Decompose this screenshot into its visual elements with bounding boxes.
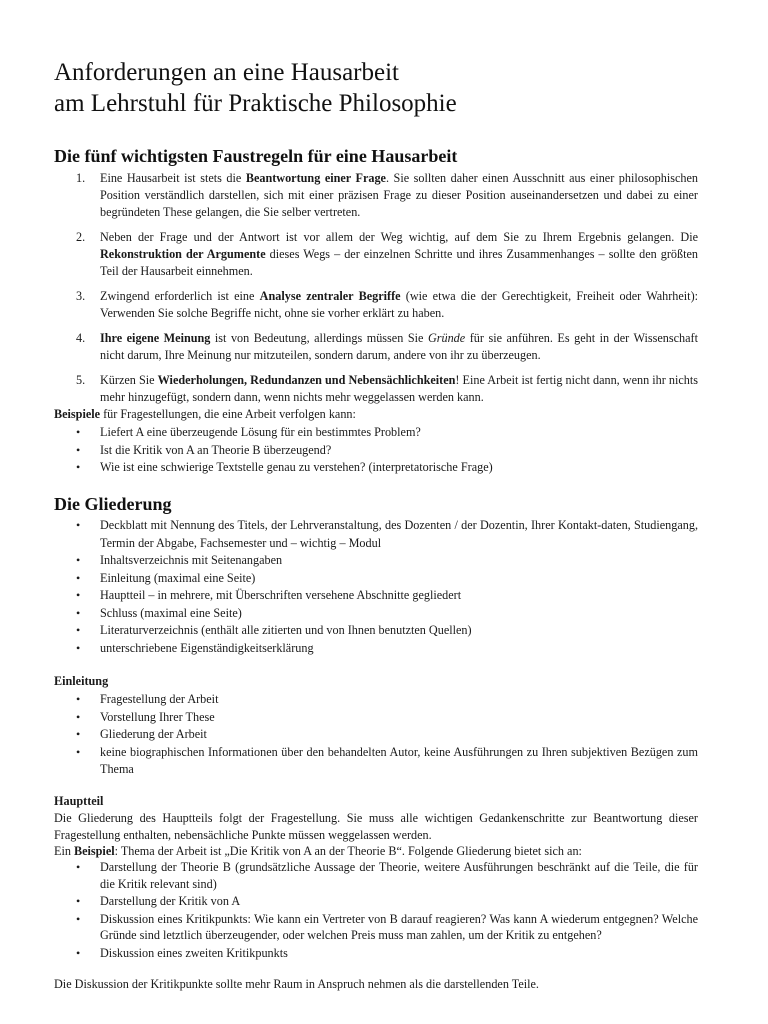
main-part-list [54, 859, 698, 961]
title-line-2: am Lehrstuhl für Praktische Philosophie [54, 90, 457, 117]
bullet-icon: • [76, 553, 81, 567]
bullet-icon: • [76, 709, 81, 724]
introduction-list [54, 691, 698, 779]
bullet-icon: • [76, 860, 81, 874]
rule-item: 3. Zwingend erforderlich ist eine Analyse zentraler Begriffe (wie etwa die der Gerechtigkeit, Freiheit oder Wahrheit): Verwenden Sie solche Begriffe nicht, ohne sie vorher erklärt zu haben. [76, 289, 699, 320]
rule-item: 5. Kürzen Sie Wiederholungen, Redundanzen und Nebensächlichkeiten! Eine Arbeit ist fertig nicht dann, wenn ihr nichts mehr hinzugefügt, sondern dann, wenn nichts mehr weggelassen werden kann. [76, 373, 698, 404]
list-item: • Hauptteil – in mehrere, mit Überschriften versehene Abschnitte gegliedert [54, 587, 698, 605]
list-item: • Einleitung (maximal eine Seite) [54, 570, 698, 588]
structure-heading: Die Gliederung [54, 494, 172, 514]
main-part-closing: Die Diskussion der Kritikpunkte sollte mehr Raum in Anspruch nehmen als die darstellenden Teile. [54, 977, 539, 991]
bullet-icon: • [76, 945, 81, 960]
bullet-icon: • [76, 692, 81, 706]
rule-item: 1. Eine Hausarbeit ist stets die Beantwortung einer Frage. Sie sollten daher einen Ausschnitt aus einer philosophischen Position verständlich darstellen, sich mit einer präzisen Frage zu dieser Position auseinandersetzen und dabei zu einer begründeten These gelangen, die Sie selber vertreten. [76, 171, 698, 219]
list-item: • Wie ist eine schwierige Textstelle genau zu verstehen? (interpretatorische Frage) [54, 459, 698, 477]
list-item: • Gliederung der Arbeit [54, 726, 698, 744]
list-item: • Inhaltsverzeichnis mit Seitenangaben [54, 552, 698, 570]
bullet-icon: • [76, 744, 81, 759]
list-item: • Diskussion eines Kritikpunkts: Wie kann ein Vertreter von B darauf reagieren? Was kann A wiederum entgegnen? Welche Gründe sind letztlich überzeugender, oder welchen Preis muss man zahlen, um der Kritik zu entgehen? [76, 911, 698, 942]
bullet-icon: • [76, 442, 81, 457]
main-part-example: Ein Beispiel: Thema der Arbeit ist „Die Kritik von A an der Theorie B“. Folgende Gliederung bietet sich an: [54, 844, 582, 858]
bullet-icon: • [76, 570, 81, 585]
bullet-icon: • [76, 911, 81, 926]
rules-heading: Die fünf wichtigsten Faustregeln für eine Hausarbeit [54, 146, 458, 166]
examples-intro: Beispiele für Fragestellungen, die eine Arbeit verfolgen kann: [54, 407, 356, 421]
bullet-icon: • [76, 623, 81, 637]
rule-item: 4. Ihre eigene Meinung ist von Bedeutung, allerdings müssen Sie Gründe für sie anführen. Es geht in der Wissenschaft nicht darum, Ihre Meinung nur mitzuteilen, sondern darum, andere von ihr zu überzeugen. [76, 331, 698, 362]
page-title [54, 57, 714, 119]
examples-list [54, 424, 698, 477]
list-item: • Diskussion eines zweiten Kritikpunkts [76, 945, 288, 960]
list-item: • Vorstellung Ihrer These [54, 709, 698, 727]
bullet-icon: • [76, 460, 81, 474]
list-item: • Literaturverzeichnis (enthält alle zitierten und von Ihnen benutzten Quellen) [54, 622, 698, 640]
bullet-icon: • [76, 894, 81, 908]
list-item: • Liefert A eine überzeugende Lösung für ein bestimmtes Problem? [54, 424, 698, 442]
main-part-paragraph: Die Gliederung des Hauptteils folgt der Fragestellung. Sie muss alle wichtigen Gedankenschritte zur Beantwortung dieser Fragestellung enthalten, nebensächliche Punkte müssen weggelassen werden. [54, 811, 698, 842]
list-item: • Darstellung der Kritik von A [76, 894, 241, 908]
bullet-icon: • [76, 727, 81, 741]
list-item: • keine biographischen Informationen über den behandelten Autor, keine Ausführungen zu Ihren subjektiven Bezügen zum Thema [76, 744, 698, 776]
list-item: • Schluss (maximal eine Seite) [54, 605, 698, 623]
bullet-icon: • [76, 425, 81, 439]
introduction-heading: Einleitung [54, 674, 109, 688]
rules-list [54, 170, 698, 406]
list-item: • Ist die Kritik von A an Theorie B überzeugend? [54, 442, 698, 460]
structure-list [54, 517, 698, 657]
list-item: • Fragestellung der Arbeit [54, 691, 698, 709]
list-item: • Darstellung der Theorie B (grundsätzliche Aussage der Theorie, weitere Ausführungen beschränkt auf die Teile, die für die Kritik relevant sind) [76, 860, 698, 891]
list-item: • Deckblatt mit Nennung des Titels, der Lehrveranstaltung, des Dozenten / der Dozentin, Ihrer Kontakt-daten, Studiengang, Termin der Abgabe, Fachsemester und – wichtig – Modul [76, 518, 698, 550]
rule-item: 2. Neben der Frage und der Antwort ist vor allem der Weg wichtig, auf dem Sie zu Ihrem Ergebnis gelangen. Die Rekonstruktion der Argumente dieses Wegs – der einzelnen Schritte und ihres Zusammenhanges – sollte den größten Teil der Hausarbeit einnehmen. [76, 230, 698, 278]
bullet-icon: • [76, 588, 81, 602]
title-line-1: Anforderungen an eine Hausarbeit [54, 59, 399, 86]
main-part-heading: Hauptteil [54, 794, 104, 808]
bullet-icon: • [76, 640, 81, 655]
bullet-icon: • [76, 518, 81, 532]
bullet-icon: • [76, 605, 81, 620]
list-item: • unterschriebene Eigenständigkeitserklärung [54, 640, 698, 658]
